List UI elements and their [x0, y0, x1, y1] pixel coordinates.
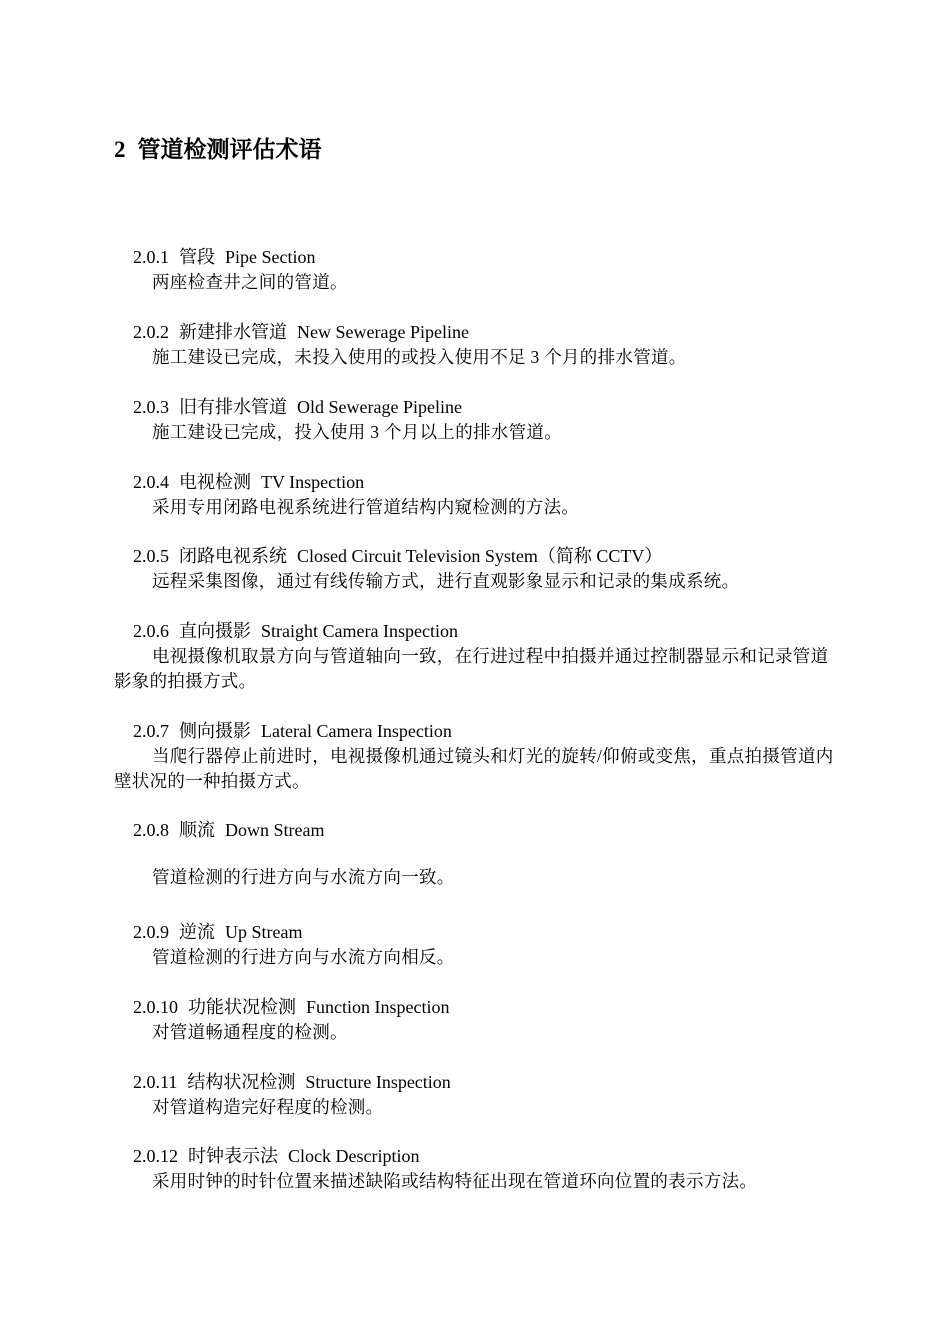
term-chinese-name: 新建排水管道	[179, 322, 287, 342]
term-heading	[133, 470, 838, 495]
term-entry	[114, 1144, 838, 1194]
term-english-name: Lateral Camera Inspection	[261, 721, 452, 741]
term-number: 2.0.1	[133, 247, 169, 267]
term-number: 2.0.2	[133, 322, 169, 342]
term-definition: 两座检查井之间的管道。	[152, 272, 348, 292]
term-entry	[114, 920, 838, 970]
chapter-number: 2	[114, 137, 126, 162]
term-number: 2.0.8	[133, 820, 169, 840]
term-chinese-name: 侧向摄影	[179, 721, 251, 741]
term-heading	[133, 544, 838, 569]
term-heading	[133, 320, 838, 345]
term-definition: 施工建设已完成，未投入使用的或投入使用不足 3 个月的排水管道。	[152, 347, 687, 367]
term-entry	[114, 544, 838, 594]
term-number: 2.0.7	[133, 721, 169, 741]
term-entry	[114, 245, 838, 295]
term-entry	[114, 995, 838, 1045]
term-heading	[133, 245, 838, 270]
term-number: 2.0.6	[133, 621, 169, 641]
term-heading	[133, 1144, 838, 1169]
term-chinese-name: 管段	[179, 247, 215, 267]
term-english-name: Closed Circuit Television System（简称 CCTV）	[297, 546, 663, 566]
term-english-name: Straight Camera Inspection	[261, 621, 458, 641]
term-number: 2.0.5	[133, 546, 169, 566]
term-definition: 管道检测的行进方向与水流方向一致。	[152, 867, 455, 887]
term-chinese-name: 电视检测	[179, 472, 251, 492]
term-chinese-name: 闭路电视系统	[179, 546, 287, 566]
term-number: 2.0.12	[133, 1146, 178, 1166]
term-entry	[114, 818, 838, 890]
term-number: 2.0.10	[133, 997, 178, 1017]
term-entry	[114, 320, 838, 370]
term-heading	[133, 818, 838, 843]
term-chinese-name: 直向摄影	[179, 621, 251, 641]
term-entry	[114, 1070, 838, 1120]
term-definition: 管道检测的行进方向与水流方向相反。	[152, 947, 455, 967]
term-definition: 采用专用闭路电视系统进行管道结构内窥检测的方法。	[152, 497, 580, 517]
term-chinese-name: 逆流	[179, 922, 215, 942]
term-number: 2.0.4	[133, 472, 169, 492]
chapter-title-text: 管道检测评估术语	[137, 137, 322, 163]
term-definition: 对管道构造完好程度的检测。	[152, 1097, 384, 1117]
chapter-title	[114, 134, 322, 166]
term-english-name: New Sewerage Pipeline	[297, 322, 469, 342]
term-chinese-name: 功能状况检测	[188, 997, 296, 1017]
term-entry	[114, 395, 838, 445]
term-english-name: Down Stream	[225, 820, 325, 840]
term-heading	[133, 995, 838, 1020]
term-heading	[133, 719, 838, 744]
term-english-name: Structure Inspection	[305, 1072, 451, 1092]
term-english-name: Clock Description	[288, 1146, 420, 1166]
term-definition: 远程采集图像，通过有线传输方式，进行直观影象显示和记录的集成系统。	[152, 571, 740, 591]
term-chinese-name: 时钟表示法	[188, 1146, 278, 1166]
term-chinese-name: 旧有排水管道	[179, 397, 287, 417]
term-chinese-name: 顺流	[179, 820, 215, 840]
term-heading	[133, 395, 838, 420]
term-number: 2.0.9	[133, 922, 169, 942]
term-definition: 当爬行器停止前进时，电视摄像机通过镜头和灯光的旋转/仰俯或变焦，重点拍摄管道内壁状况的一种拍摄方式。	[114, 746, 834, 791]
term-entry	[114, 470, 838, 520]
term-definition: 采用时钟的时针位置来描述缺陷或结构特征出现在管道环向位置的表示方法。	[152, 1171, 758, 1191]
term-english-name: Function Inspection	[306, 997, 450, 1017]
term-entry	[114, 719, 838, 794]
term-english-name: Old Sewerage Pipeline	[297, 397, 462, 417]
term-english-name: Up Stream	[225, 922, 303, 942]
term-number: 2.0.3	[133, 397, 169, 417]
term-heading	[133, 619, 838, 644]
term-heading	[133, 1070, 838, 1095]
term-chinese-name: 结构状况检测	[187, 1072, 296, 1092]
term-definition: 对管道畅通程度的检测。	[152, 1022, 348, 1042]
term-definition: 施工建设已完成，投入使用 3 个月以上的排水管道。	[152, 422, 562, 442]
term-entry	[114, 619, 838, 694]
term-number: 2.0.11	[133, 1072, 178, 1092]
term-heading	[133, 920, 838, 945]
term-english-name: TV Inspection	[261, 472, 365, 492]
term-english-name: Pipe Section	[225, 247, 316, 267]
term-definition: 电视摄像机取景方向与管道轴向一致，在行进过程中拍摄并通过控制器显示和记录管道影象的拍摄方式。	[114, 646, 829, 691]
